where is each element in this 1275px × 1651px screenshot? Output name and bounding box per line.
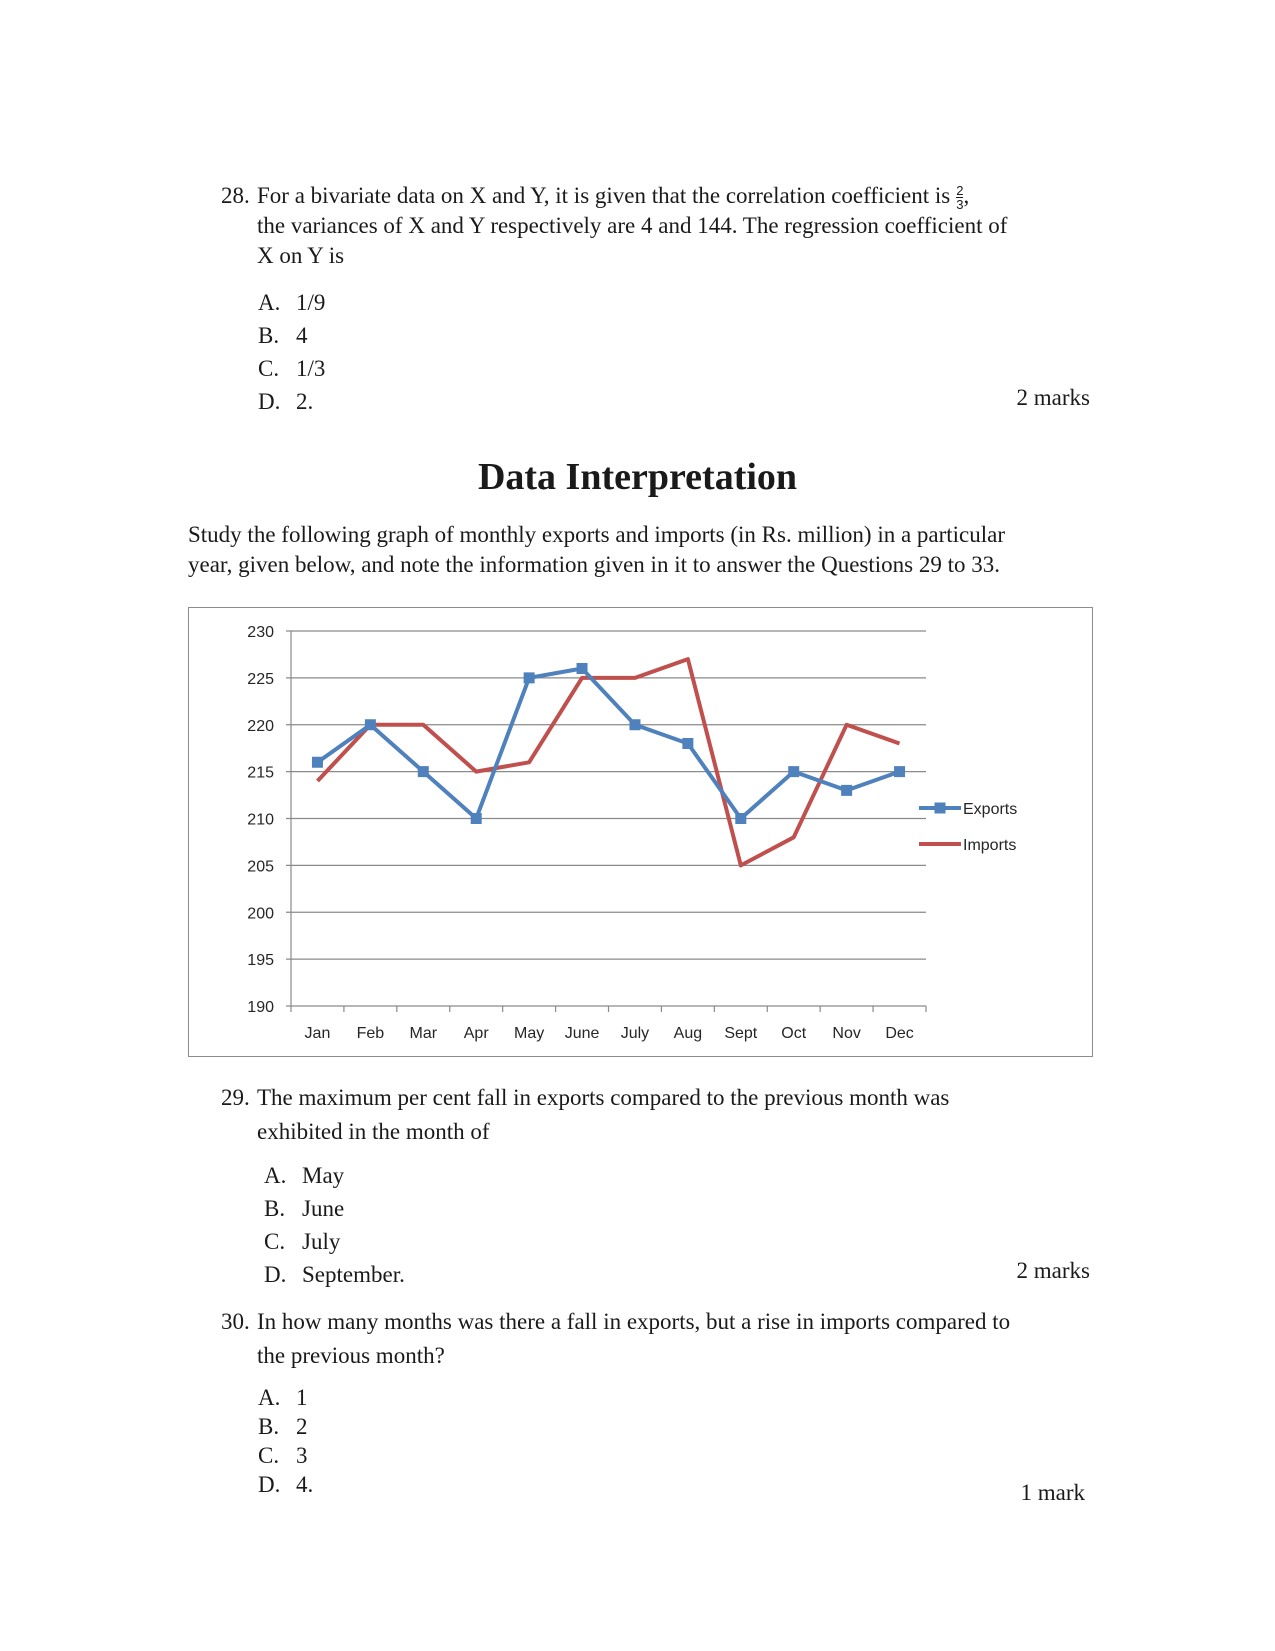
option-c: C. 1/3 <box>258 356 326 381</box>
data-point-exports <box>524 672 535 683</box>
x-tick-label: Oct <box>781 1025 807 1042</box>
question-line: In how many months was there a fall in exports, but a rise in imports compared to <box>257 1309 1011 1334</box>
y-tick-label: 230 <box>247 624 274 641</box>
data-point-exports <box>312 757 323 768</box>
option-c: C. 3 <box>258 1443 308 1468</box>
question-line: For a bivariate data on X and Y, it is given that the correlation coefficient is <box>257 183 951 208</box>
x-tick-label: Apr <box>463 1025 489 1042</box>
option-b: B. 4 <box>258 323 308 348</box>
x-tick-label: Mar <box>409 1025 438 1042</box>
x-tick-label: Sept <box>724 1025 758 1042</box>
question-28 <box>221 181 1101 271</box>
data-point-exports <box>365 719 376 730</box>
question-number: 28. <box>221 183 250 208</box>
data-point-exports <box>894 766 905 777</box>
option-a: A. 1 <box>258 1385 308 1410</box>
question-30 <box>221 1307 1101 1371</box>
question-line: X on Y is <box>257 243 345 269</box>
options-q28 <box>258 286 325 418</box>
legend-marker-exports <box>935 803 946 814</box>
y-tick-label: 205 <box>247 858 274 876</box>
y-tick-label: 195 <box>247 952 274 970</box>
options-q29 <box>264 1159 405 1291</box>
option-a: A. May <box>264 1163 345 1188</box>
intro-line: year, given below, and note the information given in it to answer the Questions 29 to 33. <box>188 552 1000 577</box>
data-point-exports <box>735 813 746 824</box>
question-text <box>257 1083 949 1147</box>
question-line: the previous month? <box>257 1343 445 1368</box>
x-tick-label: Dec <box>885 1025 914 1042</box>
x-tick-label: June <box>564 1025 600 1042</box>
question-text <box>257 1307 1010 1371</box>
y-tick-label: 200 <box>247 905 274 923</box>
question-line: exhibited in the month of <box>257 1119 490 1144</box>
data-point-exports <box>471 813 482 824</box>
question-text <box>257 181 1007 271</box>
data-point-exports <box>629 719 640 730</box>
question-line: The maximum per cent fall in exports compared to the previous month was <box>257 1085 950 1110</box>
option-b: B. June <box>264 1196 345 1221</box>
question-line: the variances of X and Y respectively are 4 and 144. The regression coefficient of <box>257 213 1008 239</box>
x-tick-label: Nov <box>832 1025 861 1042</box>
fraction-suffix: , <box>963 183 970 208</box>
data-point-exports <box>577 663 588 674</box>
x-tick-label: May <box>514 1025 545 1042</box>
data-point-exports <box>788 766 799 777</box>
intro-text <box>188 520 1093 580</box>
line-chart <box>188 607 1093 1057</box>
option-b: B. 2 <box>258 1414 308 1439</box>
marks-q29: 2 marks <box>1016 1258 1090 1283</box>
fraction-numerator: 2 <box>956 183 964 199</box>
marks-q28: 2 marks <box>1016 385 1090 410</box>
data-point-exports <box>682 738 693 749</box>
question-29 <box>221 1083 1101 1147</box>
data-point-exports <box>418 766 429 777</box>
option-a: A. 1/9 <box>258 290 326 315</box>
option-c: C. July <box>264 1229 341 1254</box>
x-tick-label: Jan <box>304 1025 331 1042</box>
x-tick-label: Feb <box>356 1025 385 1042</box>
y-tick-label: 220 <box>247 717 274 735</box>
data-point-exports <box>841 785 852 796</box>
y-tick-label: 215 <box>247 764 274 782</box>
legend-label-exports: Exports <box>963 801 1018 818</box>
y-tick-label: 210 <box>247 811 274 829</box>
legend-label-imports: Imports <box>963 837 1017 854</box>
y-tick-label: 190 <box>247 999 274 1016</box>
option-d: D. 2. <box>258 389 314 414</box>
intro-line: Study the following graph of monthly exports and imports (in Rs. million) in a particular <box>188 522 1006 547</box>
series-line-imports <box>318 659 900 865</box>
options-q30 <box>258 1383 313 1499</box>
y-tick-label: 225 <box>247 670 274 688</box>
fraction-denominator: 3 <box>956 197 964 213</box>
chart-svg <box>189 608 1092 1056</box>
x-tick-label: July <box>620 1025 650 1042</box>
section-title: Data Interpretation <box>477 456 798 498</box>
question-number: 30. <box>221 1309 250 1334</box>
option-d: D. September. <box>264 1262 405 1287</box>
marks-q30: 1 mark <box>1020 1480 1085 1505</box>
question-number: 29. <box>221 1085 250 1110</box>
option-d: D. 4. <box>258 1472 314 1497</box>
x-tick-label: Aug <box>673 1025 703 1042</box>
